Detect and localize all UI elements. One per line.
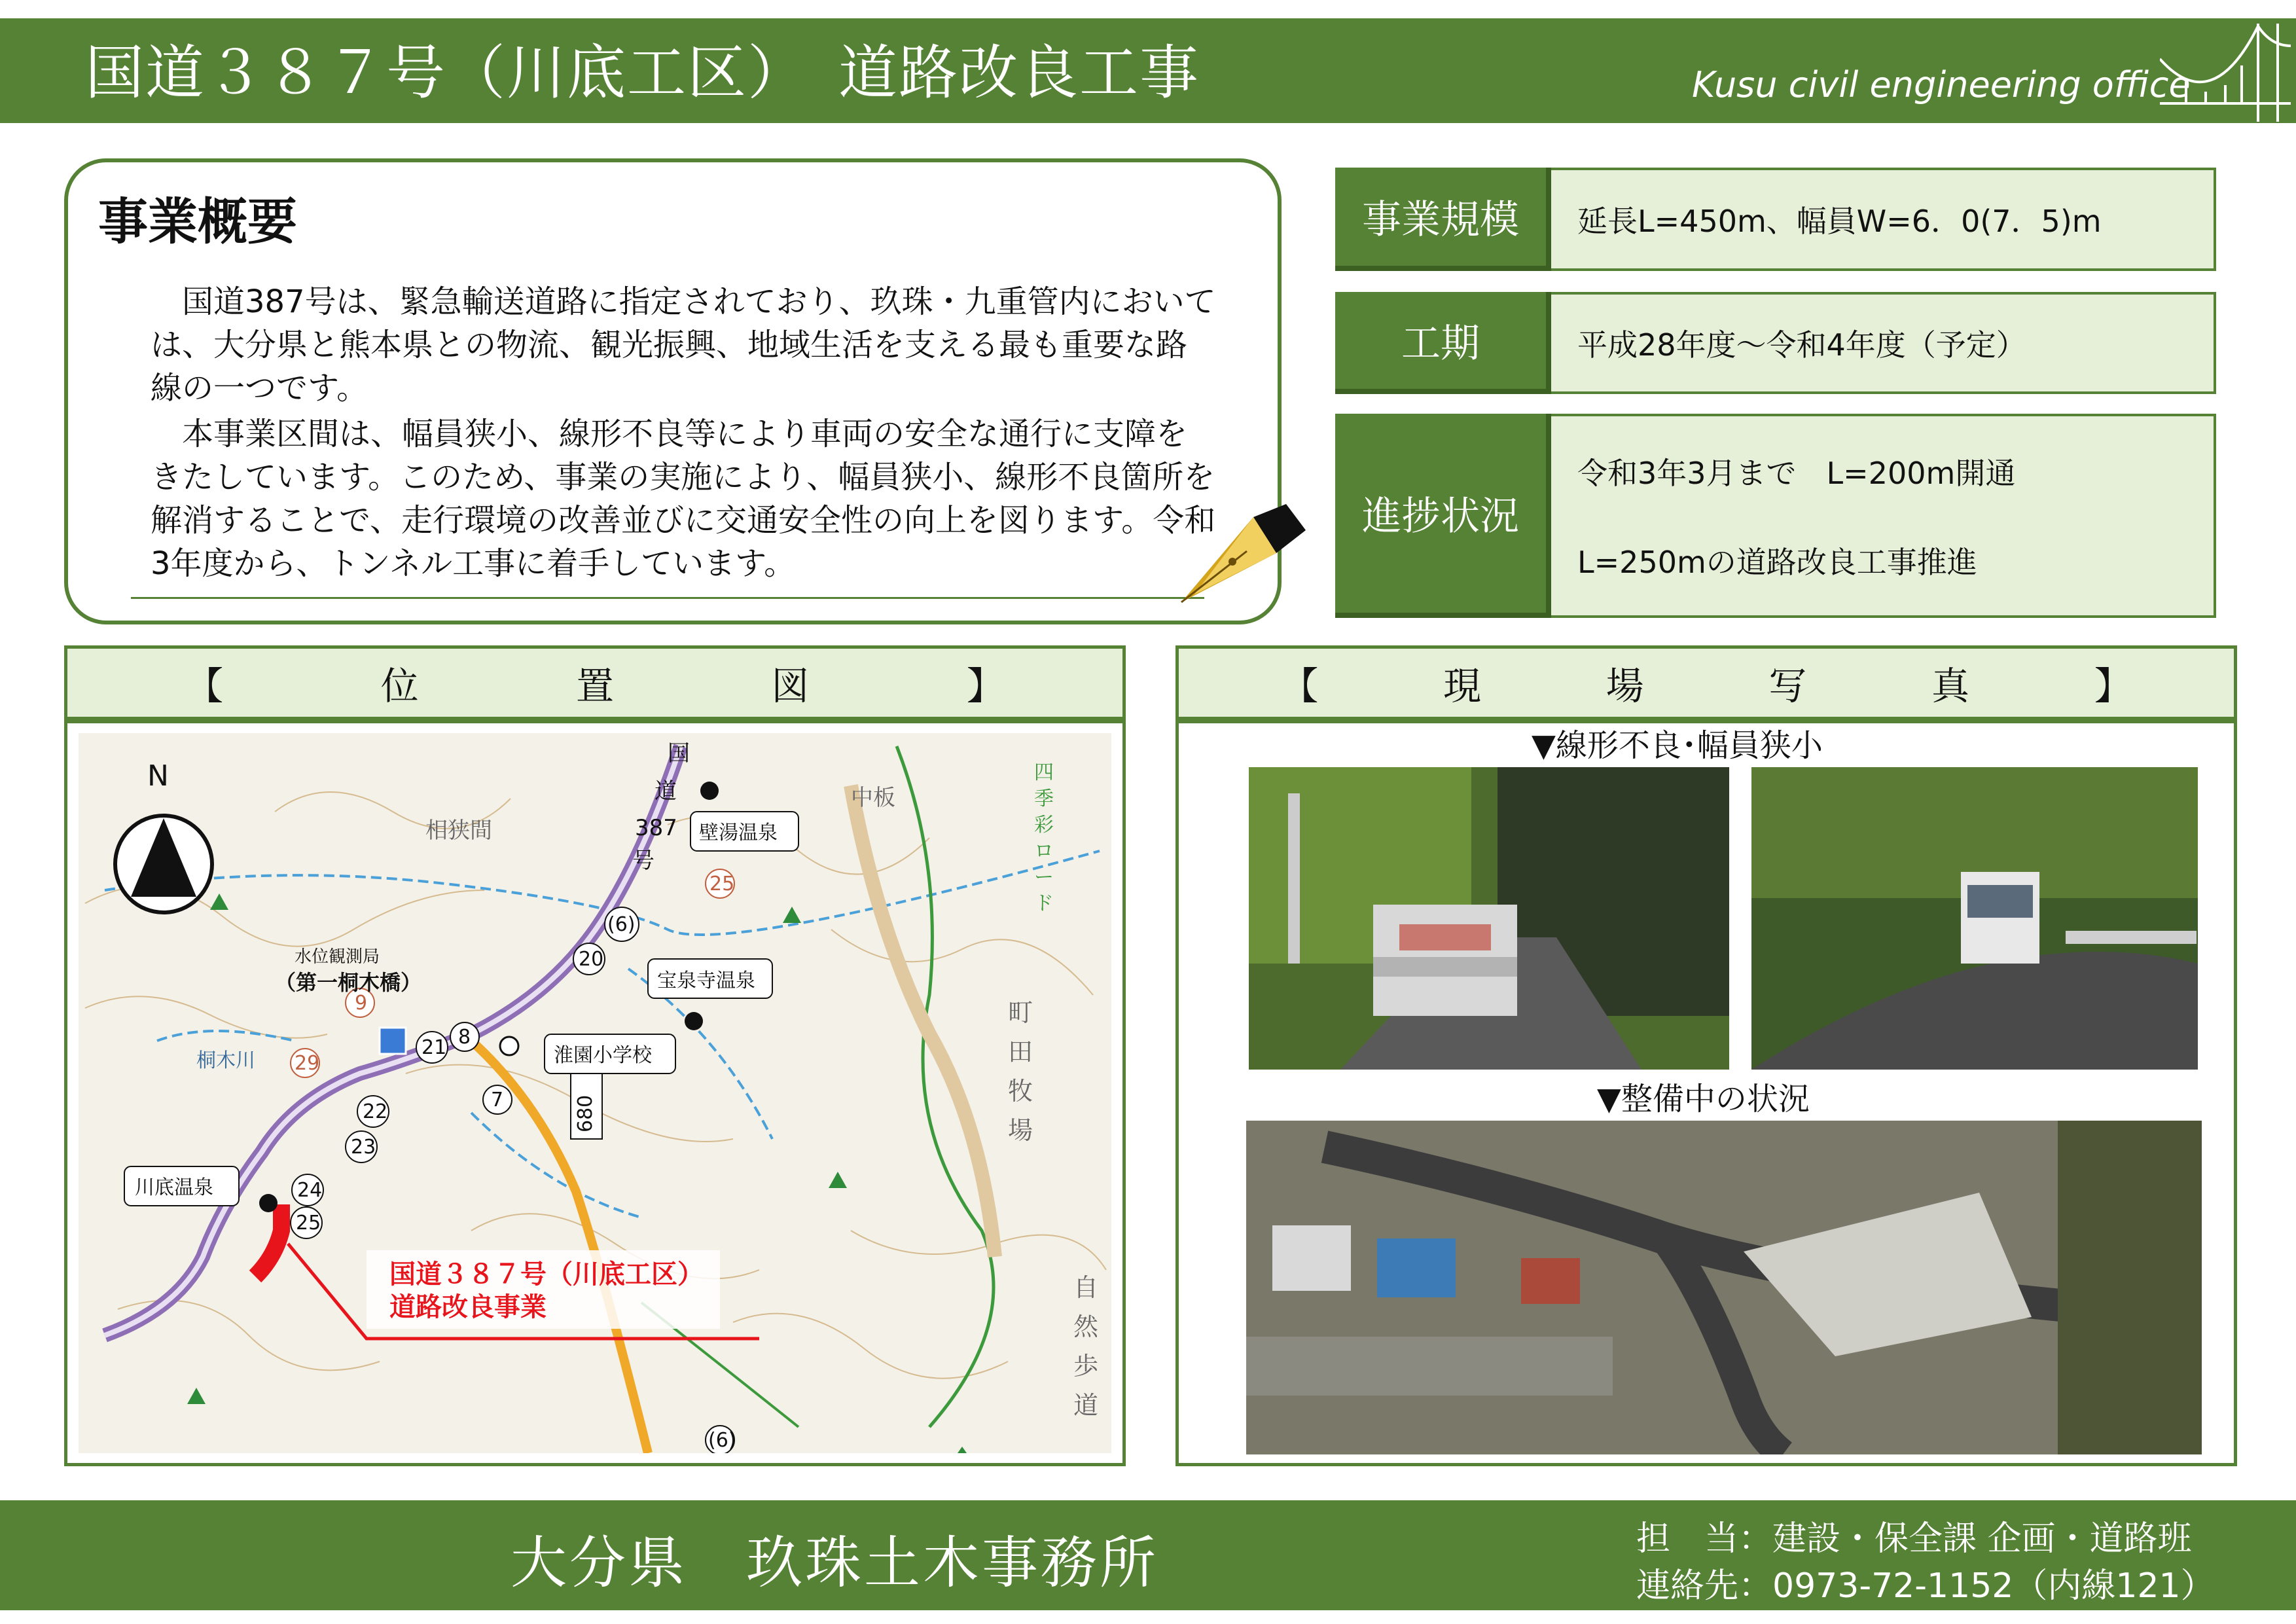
scale-label: 事業規模 <box>1335 168 1551 271</box>
aerial-construction-photo <box>1246 1121 2202 1454</box>
north-arrow-icon <box>115 816 212 912</box>
route-number: 24 <box>297 1179 323 1202</box>
water-station-icon <box>380 1028 406 1054</box>
fountain-pen-icon <box>1155 504 1306 609</box>
scale-value <box>1551 168 2216 271</box>
contact-department: 担 当：建設・保全課 企画・道路班 <box>1636 1519 2192 1559</box>
route-number: 25 <box>709 873 735 895</box>
station-label: （第一桐木橋） <box>275 970 422 995</box>
road-photo-truck-rear <box>1249 767 1729 1070</box>
route-number: 20 <box>579 948 604 971</box>
svg-text:牧: 牧 <box>1008 1077 1033 1106</box>
svg-text:田: 田 <box>1008 1038 1033 1066</box>
svg-text:ロ: ロ <box>1034 840 1054 863</box>
road-photo-truck-front <box>1751 767 2198 1070</box>
heading-char: 場 <box>1605 664 1644 708</box>
bracket-close: 】 <box>966 664 1005 708</box>
svg-text:季: 季 <box>1034 787 1054 810</box>
svg-text:ー: ー <box>1034 866 1054 889</box>
project-label-line1: 国道３８７号（川底工区） <box>389 1259 704 1290</box>
overview-underline <box>131 597 1204 599</box>
svg-text:壁湯温泉: 壁湯温泉 <box>699 821 778 844</box>
svg-text:彩: 彩 <box>1034 814 1054 837</box>
place-name: 中板 <box>851 785 895 811</box>
bracket-open: 【 <box>1280 664 1319 708</box>
heading-char: 真 <box>1931 664 1970 708</box>
heading-char: 位 <box>380 664 419 708</box>
route-number: 23 <box>351 1136 376 1159</box>
svg-text:四: 四 <box>1034 761 1054 784</box>
route-number: (6) <box>708 1429 736 1452</box>
svg-text:川底温泉: 川底温泉 <box>135 1176 213 1199</box>
north-label: N <box>147 759 169 793</box>
route-number: 21 <box>422 1036 447 1059</box>
heading-char: 現 <box>1443 664 1482 708</box>
photo-caption: ▼線形不良･幅員狭小 <box>1532 727 1823 764</box>
period-label: 工期 <box>1335 292 1551 394</box>
svg-text:然: 然 <box>1073 1312 1099 1341</box>
svg-text:387: 387 <box>635 815 677 841</box>
heading-char: 写 <box>1768 664 1807 708</box>
route-number: 8 <box>458 1026 471 1049</box>
svg-text:町: 町 <box>1008 998 1033 1027</box>
overview-paragraph: 国道387号は、緊急輸送道路に指定されており、玖珠・九重管内においては、大分県と熊本県との物流、観光振興、地域生活を支える最も重要な路線の一つです。 <box>151 283 1216 406</box>
place-name: 桐木川 <box>196 1049 255 1072</box>
overview-title: 事業概要 <box>98 192 297 251</box>
progress-value <box>1551 414 2216 618</box>
photo-caption: ▼整備中の状況 <box>1597 1081 1810 1117</box>
svg-text:歩: 歩 <box>1073 1352 1099 1380</box>
svg-text:淮園小学校: 淮園小学校 <box>554 1044 652 1067</box>
project-label-line2: 道路改良事業 <box>389 1292 547 1322</box>
route-number: 7 <box>491 1089 504 1111</box>
contact-phone: 連絡先：0973-72-1152（内線121） <box>1636 1566 2215 1606</box>
svg-text:号: 号 <box>632 848 655 874</box>
route-number: 25 <box>296 1212 321 1235</box>
period-value-text: 平成28年度～令和4年度（予定） <box>1577 327 2026 363</box>
office-name: 大分県 玖珠土木事務所 <box>511 1530 1158 1596</box>
route-number: 680 <box>574 1094 597 1132</box>
route-number: 22 <box>363 1100 388 1123</box>
route-number: (6) <box>607 913 636 936</box>
heading-char: 図 <box>771 664 810 708</box>
progress-line-1: 令和3年3月まで L=200m開通 <box>1577 456 2016 491</box>
period-value <box>1551 292 2216 394</box>
route-number: 29 <box>295 1052 320 1075</box>
scale-value-text: 延長L=450m、幅員W=6．0(7．5)m <box>1577 204 2102 239</box>
location-map-heading <box>64 645 1126 720</box>
svg-text:道: 道 <box>655 778 677 804</box>
svg-text:国: 国 <box>668 740 690 767</box>
bracket-close: 】 <box>2094 664 2132 708</box>
bracket-open: 【 <box>185 664 224 708</box>
site-photos-heading <box>1175 645 2237 720</box>
svg-text:宝泉寺温泉: 宝泉寺温泉 <box>657 969 755 992</box>
progress-line-2: L=250mの道路改良工事推進 <box>1577 545 1977 580</box>
location-map <box>79 733 1111 1453</box>
svg-text:自: 自 <box>1073 1273 1099 1302</box>
station-label: 水位観測局 <box>295 947 380 967</box>
svg-text:ド: ド <box>1034 892 1054 915</box>
route-number: 9 <box>355 992 368 1015</box>
progress-label: 進捗状況 <box>1335 414 1551 618</box>
overview-paragraph: 本事業区間は、幅員狭小、線形不良等により車両の安全な通行に支障をきたしています。このため、事業の実施により、幅員狭小、線形不良箇所を解消することで、走行環境の改善並びに交通安全性の向上を図ります。令和3年度から、トンネル工事に着手しています。 <box>151 416 1216 582</box>
suspension-bridge-icon <box>2160 20 2291 123</box>
office-english-name: Kusu civil engineering office <box>1692 64 2191 105</box>
place-name: 相狭間 <box>425 818 492 844</box>
page-title: 国道３８７号（川底工区） 道路改良工事 <box>85 39 1200 107</box>
svg-text:場: 場 <box>1008 1116 1033 1145</box>
heading-char: 置 <box>576 664 615 708</box>
svg-text:道: 道 <box>1073 1391 1099 1420</box>
